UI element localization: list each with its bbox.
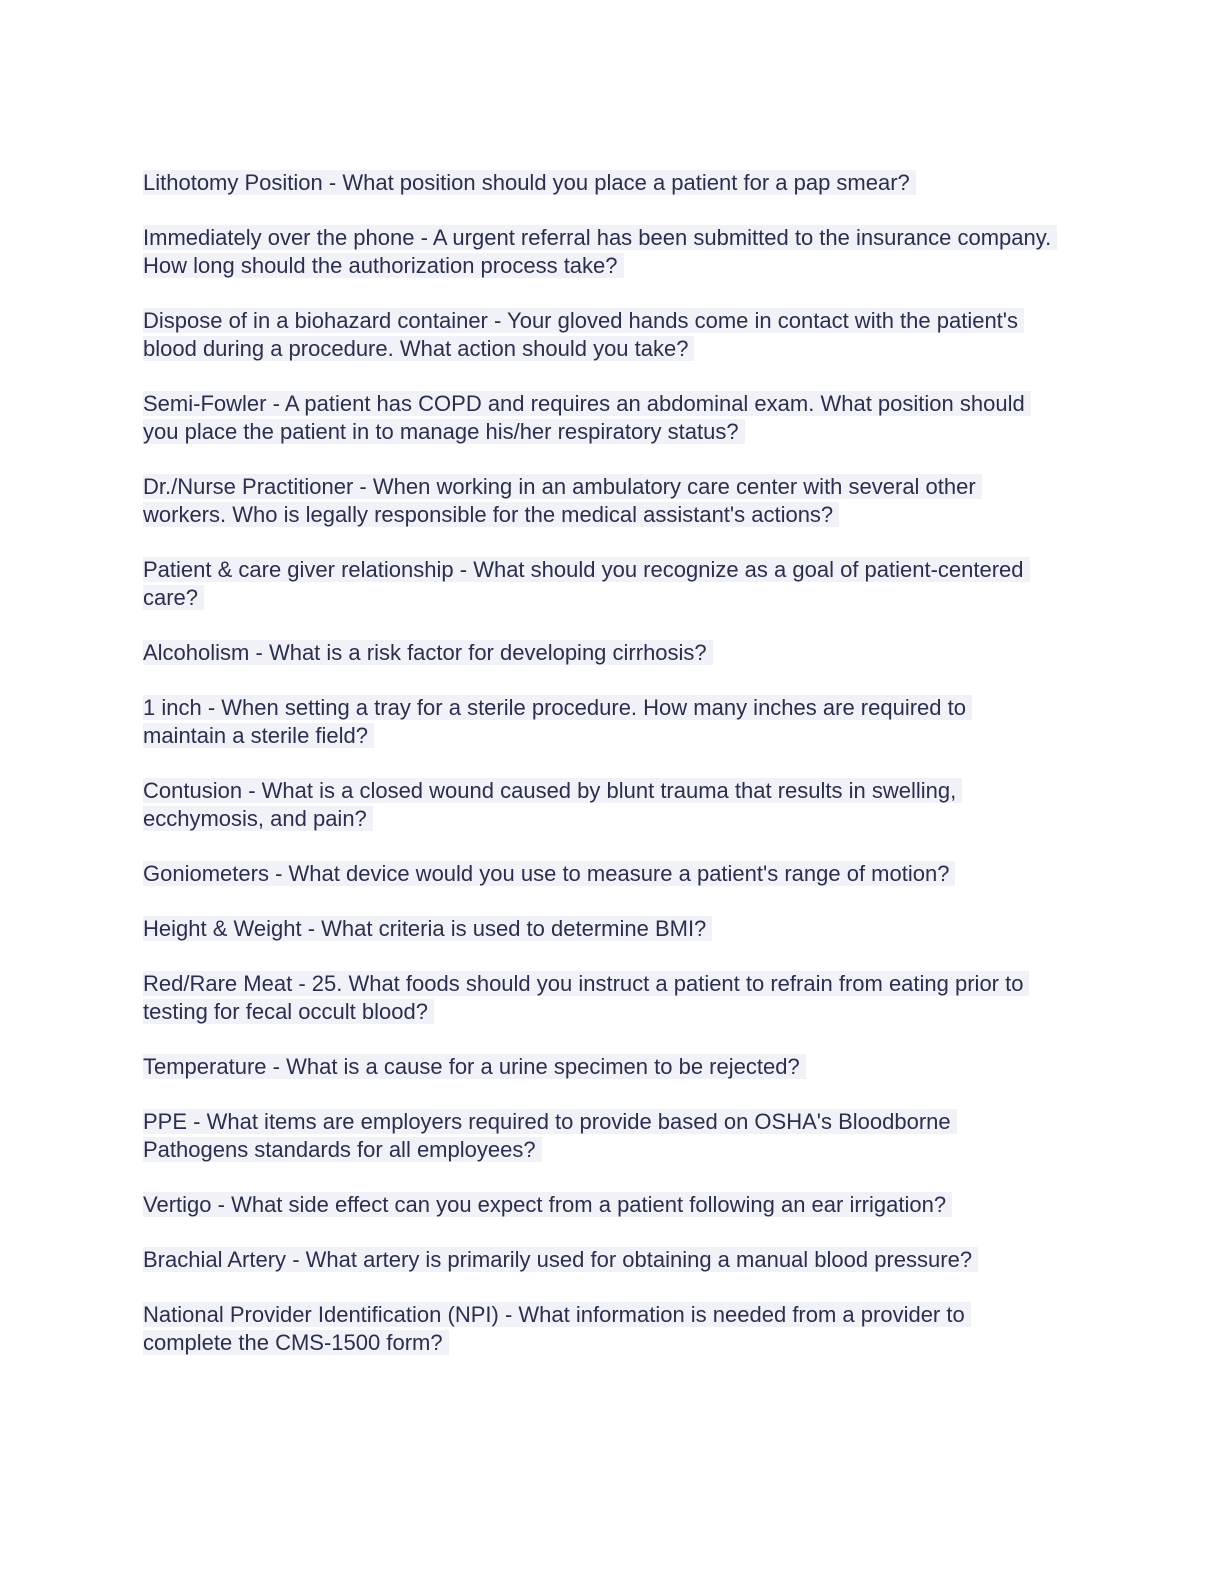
flashcard-answer: PPE: [143, 1109, 188, 1134]
flashcard-entry: [143, 639, 1053, 667]
flashcard-question: - What should you recognize as a goal of patient-centered care?: [143, 557, 1024, 610]
flashcard-entry: [143, 1191, 1053, 1219]
flashcard-entry: [143, 860, 1053, 888]
flashcard-question: - 25. What foods should you instruct a patient to refrain from eating prior to testing for fecal occult blood?: [143, 971, 1024, 1024]
flashcard-entry: [143, 1301, 1053, 1357]
flashcard-answer: Alcoholism: [143, 640, 250, 665]
flashcard-question: - What is a closed wound caused by blunt trauma that results in swelling, ecchymosis, and pain?: [143, 778, 957, 831]
flashcard-question: - A patient has COPD and requires an abdominal exam. What position should you place the patient in to manage his/her respiratory status?: [143, 391, 1025, 444]
flashcard-question: - What criteria is used to determine BMI?: [307, 916, 707, 941]
flashcard-entry: [143, 390, 1053, 446]
flashcard-answer: Vertigo: [143, 1192, 212, 1217]
flashcard-answer: Temperature: [143, 1054, 267, 1079]
flashcard-question: - What side effect can you expect from a patient following an ear irrigation?: [217, 1192, 947, 1217]
flashcard-entry: [143, 1053, 1053, 1081]
flashcard-question: - What device would you use to measure a patient's range of motion?: [275, 861, 950, 886]
flashcard-question: - What is a cause for a urine specimen to be rejected?: [272, 1054, 800, 1079]
flashcard-entry: [143, 169, 1053, 197]
flashcard-answer: Patient & care giver relationship: [143, 557, 454, 582]
flashcard-question: - When setting a tray for a sterile procedure. How many inches are required to maintain a sterile field?: [143, 695, 966, 748]
flashcard-entry: [143, 694, 1053, 750]
flashcard-answer: Immediately over the phone: [143, 225, 415, 250]
flashcard-answer: Dr./Nurse Practitioner: [143, 474, 354, 499]
flashcard-answer: Semi-Fowler: [143, 391, 267, 416]
flashcard-question: - What is a risk factor for developing cirrhosis?: [255, 640, 707, 665]
flashcard-entry: [143, 915, 1053, 943]
flashcard-answer: Brachial Artery: [143, 1247, 287, 1272]
flashcard-entry: [143, 970, 1053, 1026]
flashcard-entry: [143, 1246, 1053, 1274]
flashcard-entry: [143, 224, 1053, 280]
flashcard-answer: Contusion: [143, 778, 243, 803]
flashcard-answer: Goniometers: [143, 861, 269, 886]
flashcard-question: - What items are employers required to provide based on OSHA's Bloodborne Pathogens standards for all employees?: [143, 1109, 951, 1162]
flashcard-question: - Your gloved hands come in contact with the patient's blood during a procedure. What action should you take?: [143, 308, 1018, 361]
flashcard-entry: [143, 473, 1053, 529]
flashcard-answer: National Provider Identification (NPI): [143, 1302, 499, 1327]
flashcard-question: - When working in an ambulatory care center with several other workers. Who is legally responsible for the medical assistant's actions?: [143, 474, 976, 527]
flashcard-question: - What information is needed from a provider to complete the CMS-1500 form?: [143, 1302, 965, 1355]
flashcard-answer: Red/Rare Meat: [143, 971, 293, 996]
flashcard-answer: Lithotomy Position: [143, 170, 323, 195]
flashcard-entry: [143, 307, 1053, 363]
flashcard-entry: [143, 1108, 1053, 1164]
flashcard-list: [143, 169, 1053, 1384]
flashcard-answer: Dispose of in a biohazard container: [143, 308, 488, 333]
flashcard-entry: [143, 777, 1053, 833]
flashcard-entry: [143, 556, 1053, 612]
flashcard-question: - What artery is primarily used for obtaining a manual blood pressure?: [292, 1247, 973, 1272]
flashcard-answer: Height & Weight: [143, 916, 302, 941]
flashcard-answer: 1 inch: [143, 695, 202, 720]
flashcard-question: - What position should you place a patient for a pap smear?: [328, 170, 910, 195]
flashcard-question: - A urgent referral has been submitted to the insurance company. How long should the authorization process take?: [143, 225, 1052, 278]
